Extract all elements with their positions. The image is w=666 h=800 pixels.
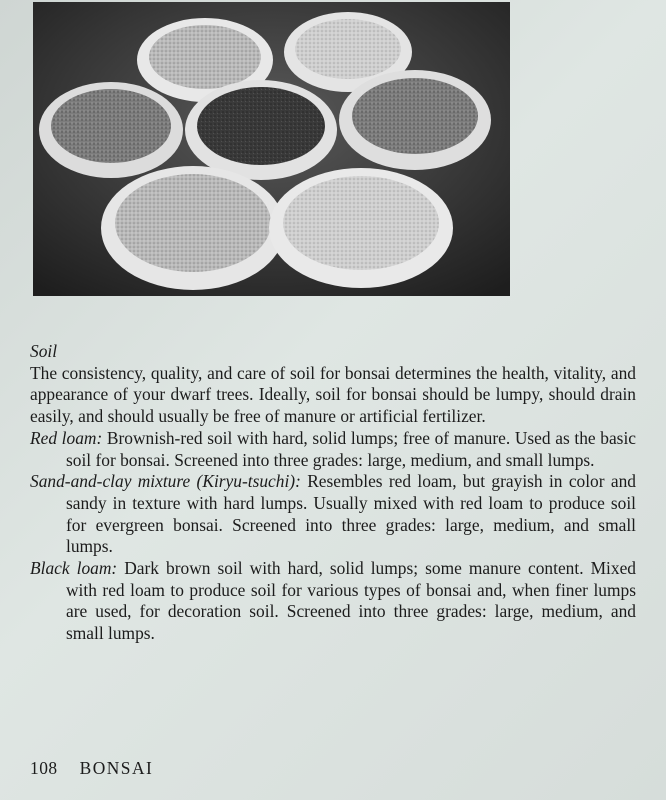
soil-bowls-photo <box>33 2 510 296</box>
entry-term: Sand-and-clay mixture (Kiryu-tsuchi): <box>30 471 301 492</box>
page-number: 108 <box>30 758 58 778</box>
entry-red-loam <box>30 428 636 471</box>
section-heading: Soil <box>30 341 58 361</box>
entry-black-loam <box>30 558 636 645</box>
entry-text: Resembles red loam, but grayish in color and sandy in texture with hard lumps. Usually mixed with red loam to produce soil for evergreen bonsai. Screened into three grades: large, medium, and small lumps. <box>66 471 636 557</box>
entry-term: Red loam: <box>30 427 103 448</box>
entry-sand-and-clay-mixture <box>30 471 636 558</box>
intro-paragraph: The consistency, quality, and care of soil for bonsai determines the health, vitality, and appearance of your dwarf trees. Ideally, soil for bonsai should be lumpy, should drain easily, and should usually be free of manure or artificial fertilizer. <box>30 362 636 427</box>
soil-section <box>30 341 636 645</box>
entry-text: Brownish-red soil with hard, solid lumps; free of manure. Used as the basic soil for bonsai. Screened into three grades: large, medium, and small lumps. <box>66 427 636 470</box>
book-title: BONSAI <box>79 758 154 778</box>
entry-text: Dark brown soil with hard, solid lumps; some manure content. Mixed with red loam to produce soil for various types of bonsai and, when finer lumps are used, for decoration soil. Screened into three grades: large, medium, and small lumps. <box>66 558 636 644</box>
page-footer <box>30 758 153 779</box>
entry-term: Black loam: <box>30 558 118 579</box>
